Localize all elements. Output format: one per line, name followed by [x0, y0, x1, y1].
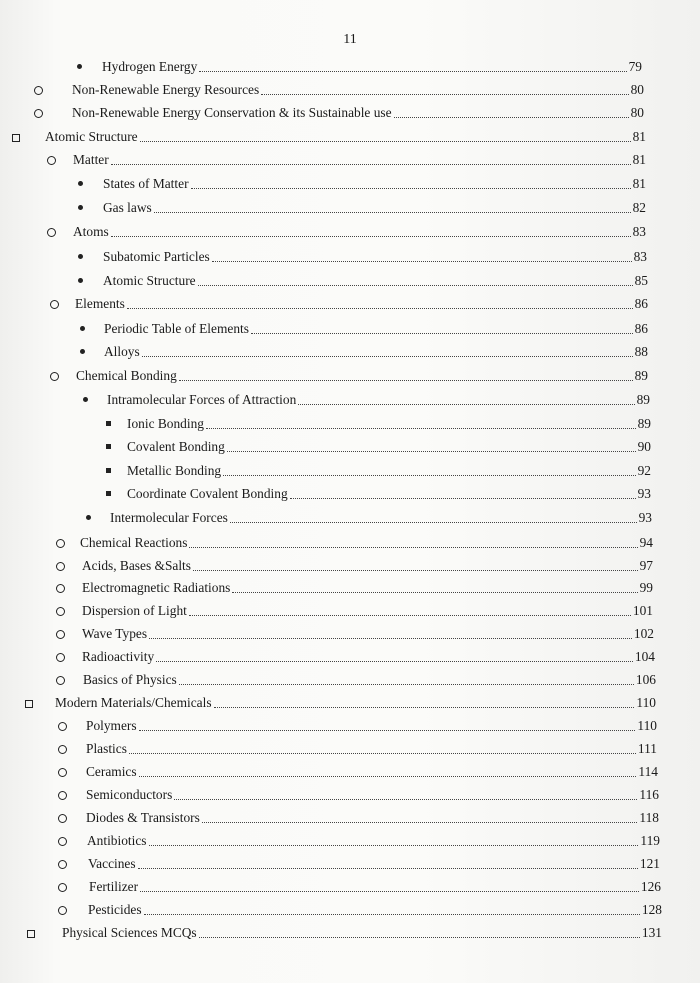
toc-entry — [88, 850, 660, 872]
toc-entry-title: Periodic Table of Elements — [104, 321, 249, 336]
toc-entry — [73, 218, 646, 240]
toc-entry-page: 104 — [634, 649, 655, 664]
toc-entry-page: 80 — [630, 82, 644, 97]
dot-bullet-icon — [80, 349, 85, 354]
square-bullet-icon — [25, 700, 33, 708]
toc-entry-page: 131 — [641, 925, 662, 940]
toc-entry-title: Plastics — [86, 741, 127, 756]
dot-leader — [139, 730, 636, 731]
toc-entry-title: Fertilizer — [89, 879, 139, 894]
toc-entry — [89, 873, 661, 895]
square-bullet-icon — [12, 134, 20, 142]
toc-entry — [82, 574, 653, 596]
toc-entry-page: 92 — [637, 463, 651, 478]
toc-entry-page: 90 — [637, 439, 651, 454]
toc-entry-page: 89 — [636, 392, 650, 407]
small-square-bullet-icon — [106, 468, 111, 473]
toc-entry-title: Non-Renewable Energy Conservation & its Sustainable use — [72, 105, 392, 120]
dot-leader — [139, 776, 637, 777]
page-number: 11 — [343, 32, 357, 47]
dot-leader — [199, 937, 640, 938]
toc-entry-title: Acids, Bases &Salts — [82, 558, 191, 573]
circle-bullet-icon — [58, 814, 67, 823]
dot-leader — [189, 547, 637, 548]
toc-entry-page: 89 — [637, 416, 651, 431]
dot-bullet-icon — [78, 181, 83, 186]
dot-bullet-icon — [78, 254, 83, 259]
toc-entry-title: Covalent Bonding — [127, 439, 225, 454]
toc-entry-page: 106 — [635, 672, 656, 687]
toc-entry — [110, 504, 652, 526]
toc-entry-title: Dispersion of Light — [82, 603, 187, 618]
toc-entry-title: Alloys — [104, 344, 140, 359]
toc-entry-page: 101 — [632, 603, 653, 618]
circle-bullet-icon — [50, 372, 59, 381]
circle-bullet-icon — [56, 607, 65, 616]
toc-entry-page: 82 — [632, 200, 646, 215]
toc-entry — [104, 315, 648, 337]
dot-leader — [111, 164, 631, 165]
toc-entry-title: Diodes & Transistors — [86, 810, 200, 825]
square-bullet-icon — [27, 930, 35, 938]
toc-entry — [82, 597, 653, 619]
dot-bullet-icon — [78, 278, 83, 283]
dot-leader — [290, 498, 636, 499]
toc-entry-title: Intramolecular Forces of Attraction — [107, 392, 297, 407]
circle-bullet-icon — [58, 837, 67, 846]
toc-entry-page: 99 — [639, 580, 653, 595]
circle-bullet-icon — [34, 109, 43, 118]
dot-bullet-icon — [78, 205, 83, 210]
circle-bullet-icon — [56, 584, 65, 593]
toc-entry-page: 85 — [634, 273, 648, 288]
toc-entry-page: 93 — [638, 510, 652, 525]
toc-entry-page: 93 — [637, 486, 651, 501]
dot-leader — [140, 141, 631, 142]
dot-leader — [394, 117, 629, 118]
circle-bullet-icon — [58, 745, 67, 754]
toc-entry-title: Hydrogen Energy — [102, 59, 198, 74]
toc-entry-title: Ionic Bonding — [127, 416, 204, 431]
toc-entry — [55, 689, 656, 711]
toc-entry — [86, 758, 658, 780]
toc-entry-title: Intermolecular Forces — [110, 510, 228, 525]
toc-entry — [104, 338, 648, 360]
toc-entry — [103, 243, 647, 265]
toc-entry-title: Semiconductors — [86, 787, 173, 802]
dot-leader — [140, 891, 639, 892]
toc-entry-title: Physical Sciences MCQs — [62, 925, 197, 940]
toc-entry-title: Vaccines — [88, 856, 136, 871]
circle-bullet-icon — [56, 630, 65, 639]
toc-entry-page: 81 — [632, 176, 646, 191]
small-square-bullet-icon — [106, 444, 111, 449]
toc-entry-title: Ceramics — [86, 764, 137, 779]
toc-entry-page: 80 — [630, 105, 644, 120]
circle-bullet-icon — [56, 676, 65, 685]
toc-entry — [62, 919, 662, 941]
toc-entry-title: Matter — [73, 152, 109, 167]
toc-entry-title: Electromagnetic Radiations — [82, 580, 231, 595]
toc-entry — [107, 386, 650, 408]
circle-bullet-icon — [58, 906, 67, 915]
dot-leader — [202, 822, 638, 823]
toc-entry-page: 114 — [638, 764, 658, 779]
toc-entry-title: Elements — [75, 296, 125, 311]
small-square-bullet-icon — [106, 491, 111, 496]
toc-entry — [82, 643, 655, 665]
toc-entry-page: 119 — [640, 833, 660, 848]
small-square-bullet-icon — [106, 421, 111, 426]
dot-leader — [232, 592, 637, 593]
toc-entry-page: 126 — [640, 879, 661, 894]
toc-entry-page: 81 — [632, 152, 646, 167]
dot-leader — [127, 308, 633, 309]
dot-leader — [251, 333, 633, 334]
toc-entry-page: 86 — [634, 321, 648, 336]
dot-leader — [154, 212, 631, 213]
toc-entry — [83, 666, 656, 688]
circle-bullet-icon — [56, 539, 65, 548]
dot-leader — [230, 522, 637, 523]
dot-bullet-icon — [80, 326, 85, 331]
toc-entry-page: 102 — [633, 626, 654, 641]
toc-entry-page: 81 — [632, 129, 646, 144]
toc-entry-title: Atoms — [73, 224, 109, 239]
circle-bullet-icon — [47, 156, 56, 165]
circle-bullet-icon — [58, 722, 67, 731]
circle-bullet-icon — [58, 791, 67, 800]
toc-entry-page: 94 — [639, 535, 653, 550]
toc-entry-page: 79 — [628, 59, 642, 74]
circle-bullet-icon — [58, 768, 67, 777]
dot-bullet-icon — [77, 64, 82, 69]
dot-bullet-icon — [86, 515, 91, 520]
dot-leader — [179, 380, 633, 381]
dot-leader — [227, 451, 636, 452]
toc-entry-page: 86 — [634, 296, 648, 311]
toc-entry — [45, 123, 646, 145]
toc-entry-title: Antibiotics — [87, 833, 147, 848]
toc-entry — [80, 529, 653, 551]
dot-leader — [149, 845, 639, 846]
dot-leader — [138, 868, 638, 869]
toc-entry — [87, 827, 660, 849]
toc-entry-title: Non-Renewable Energy Resources — [72, 82, 260, 97]
toc-entry-title: Basics of Physics — [83, 672, 177, 687]
toc-entry-title: Wave Types — [82, 626, 148, 641]
dot-leader — [189, 615, 631, 616]
toc-entry-title: Subatomic Particles — [103, 249, 210, 264]
toc-entry-page: 97 — [639, 558, 653, 573]
dot-leader — [206, 428, 636, 429]
toc-entry-page: 116 — [639, 787, 659, 802]
toc-entry-title: Chemical Reactions — [80, 535, 188, 550]
dot-leader — [144, 914, 640, 915]
toc-entry-page: 110 — [637, 718, 657, 733]
circle-bullet-icon — [56, 562, 65, 571]
circle-bullet-icon — [58, 883, 67, 892]
dot-leader — [174, 799, 637, 800]
dot-leader — [199, 71, 626, 72]
toc-entry — [127, 433, 651, 455]
toc-entry-title: Pesticides — [88, 902, 142, 917]
toc-entry — [86, 712, 657, 734]
toc-entry — [86, 804, 659, 826]
circle-bullet-icon — [56, 653, 65, 662]
toc-entry-title: Metallic Bonding — [127, 463, 222, 478]
toc-entry — [76, 362, 648, 384]
toc-entry-page: 121 — [639, 856, 660, 871]
dot-leader — [156, 661, 633, 662]
toc-entry — [73, 146, 646, 168]
toc-entry — [86, 781, 659, 803]
toc-entry-page: 128 — [641, 902, 662, 917]
toc-entry — [103, 194, 646, 216]
toc-entry-title: Atomic Structure — [103, 273, 196, 288]
toc-entry — [103, 170, 646, 192]
circle-bullet-icon — [50, 300, 59, 309]
toc-entry-page: 111 — [637, 741, 657, 756]
toc-entry — [72, 99, 644, 121]
toc-entry — [127, 480, 651, 502]
dot-leader — [261, 94, 628, 95]
dot-leader — [223, 475, 636, 476]
toc-entry-page: 88 — [634, 344, 648, 359]
circle-bullet-icon — [47, 228, 56, 237]
toc-entry-page: 110 — [636, 695, 656, 710]
dot-leader — [193, 570, 638, 571]
toc-entry-title: Modern Materials/Chemicals — [55, 695, 212, 710]
circle-bullet-icon — [34, 86, 43, 95]
toc-entry-title: Atomic Structure — [45, 129, 138, 144]
dot-leader — [214, 707, 635, 708]
toc-entry-title: Chemical Bonding — [76, 368, 177, 383]
toc-entry-page: 83 — [633, 249, 647, 264]
toc-entry-page: 83 — [632, 224, 646, 239]
dot-leader — [179, 684, 634, 685]
dot-leader — [111, 236, 631, 237]
dot-bullet-icon — [83, 397, 88, 402]
toc-entry — [103, 267, 648, 289]
dot-leader — [149, 638, 632, 639]
toc-entry — [72, 76, 644, 98]
toc-entry-title: Polymers — [86, 718, 137, 733]
toc-entry-title: Coordinate Covalent Bonding — [127, 486, 288, 501]
dot-leader — [212, 261, 632, 262]
toc-entry — [127, 410, 651, 432]
dot-leader — [129, 753, 636, 754]
dot-leader — [191, 188, 631, 189]
circle-bullet-icon — [58, 860, 67, 869]
toc-entry — [86, 735, 657, 757]
toc-entry-title: Radioactivity — [82, 649, 155, 664]
dot-leader — [198, 285, 633, 286]
toc-entry-page: 89 — [634, 368, 648, 383]
toc-entry — [75, 290, 648, 312]
toc-entry — [102, 53, 642, 75]
dot-leader — [142, 356, 633, 357]
toc-entry — [82, 620, 654, 642]
toc-entry-title: Gas laws — [103, 200, 152, 215]
dot-leader — [298, 404, 634, 405]
toc-entry — [82, 552, 653, 574]
toc-entry-page: 118 — [639, 810, 659, 825]
toc-entry — [88, 896, 662, 918]
toc-entry — [127, 457, 651, 479]
toc-entry-title: States of Matter — [103, 176, 189, 191]
